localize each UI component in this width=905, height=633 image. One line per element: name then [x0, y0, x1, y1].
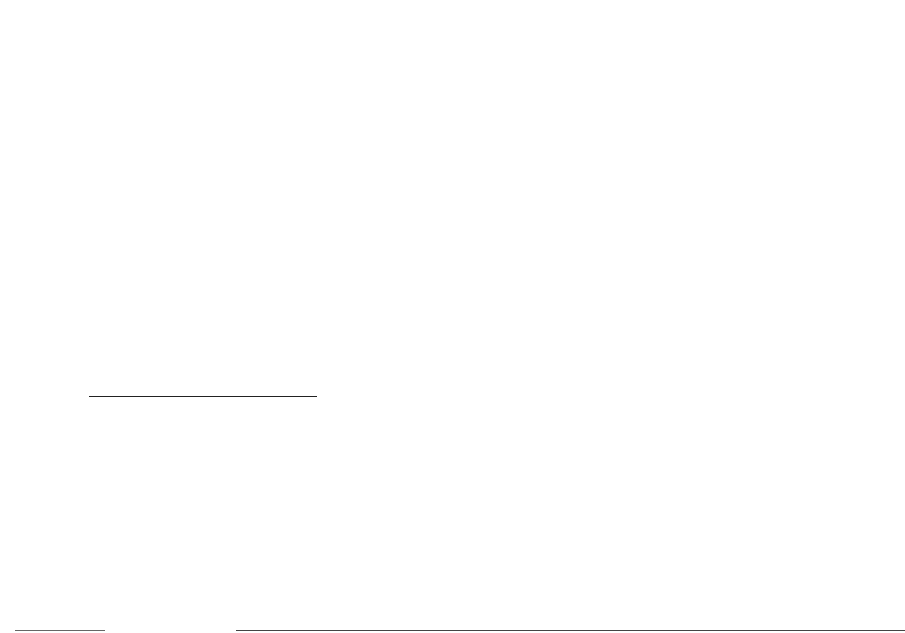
footer-rule [236, 630, 905, 631]
amendment-text [89, 396, 317, 397]
text-line [89, 396, 317, 397]
footer-rule-left [15, 630, 105, 631]
